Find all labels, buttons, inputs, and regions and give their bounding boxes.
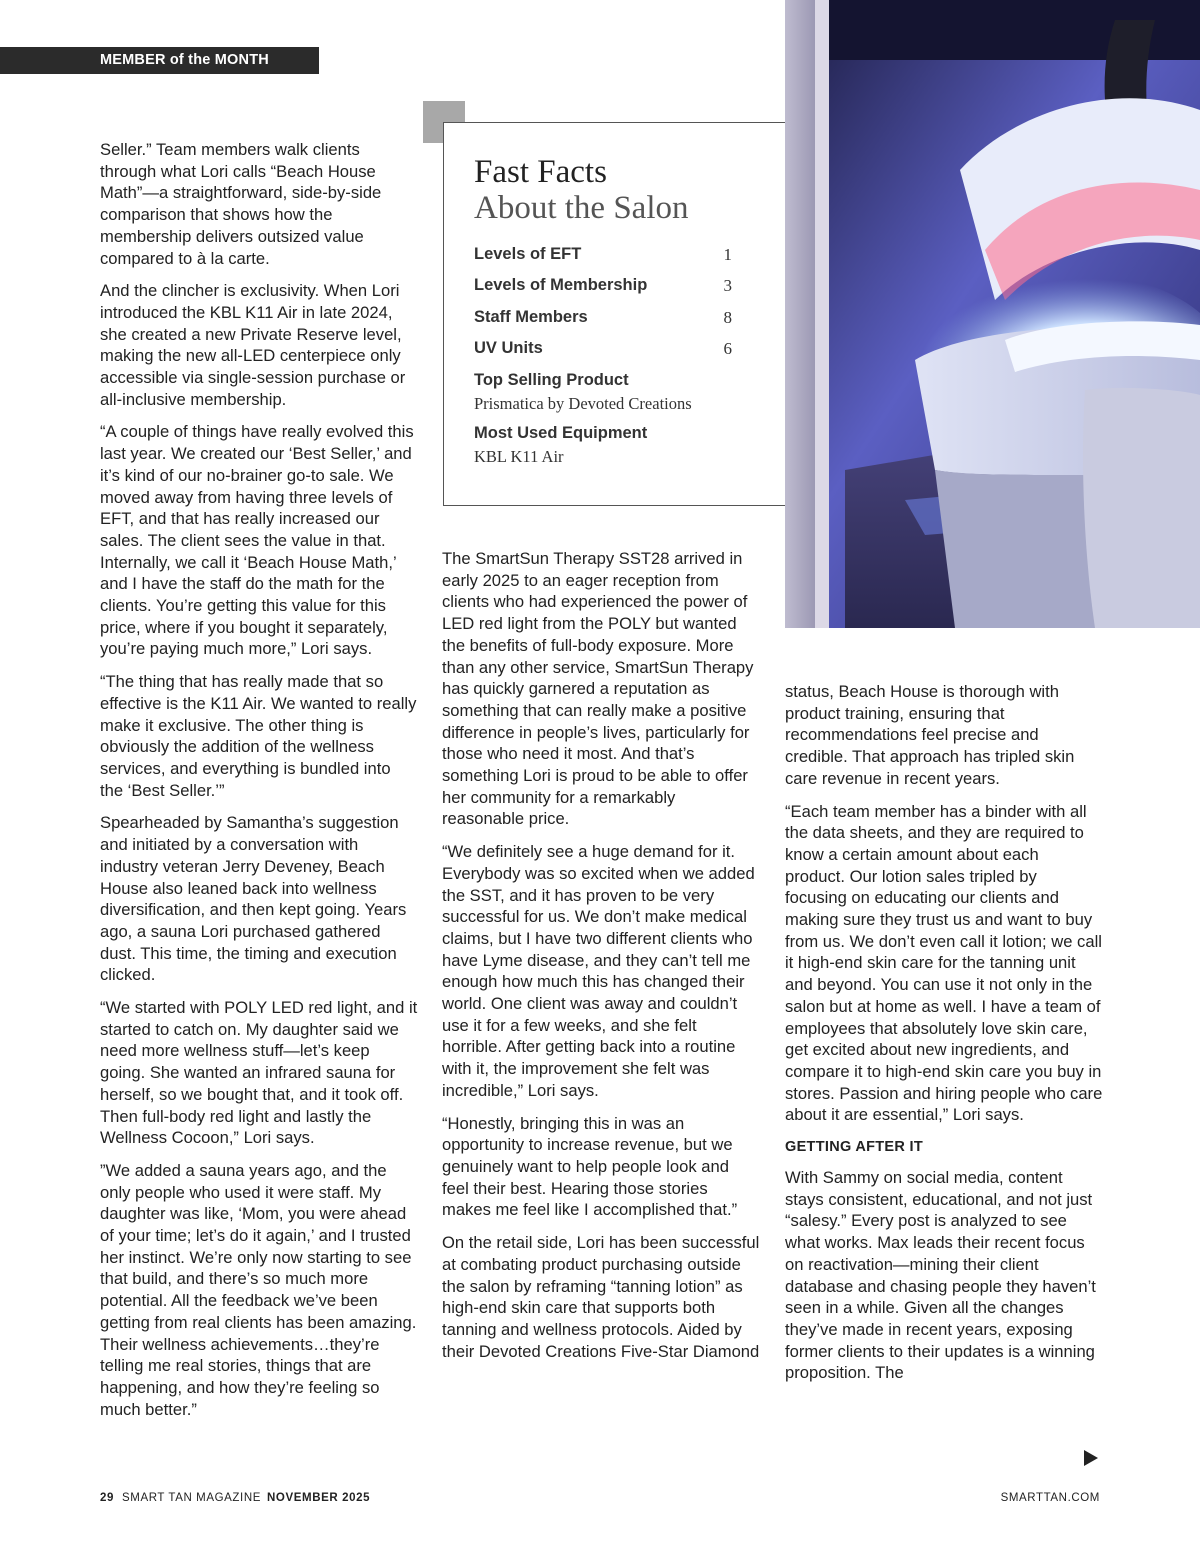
top-product-label: Top Selling Product (474, 371, 629, 389)
issue-date: NOVEMBER 2025 (267, 1492, 371, 1504)
fact-label: Levels of EFT (474, 245, 582, 263)
fact-label: Levels of Membership (474, 276, 648, 294)
paragraph: “Honestly, bringing this in was an opportunity to increase revenue, but we genuinely want to help people look and feel their best. Hearing those stories makes me feel like I accomplished that.” (442, 1113, 738, 1220)
paragraph: With Sammy on social media, content stays consistent, educational, and not just “salesy.” Every post is analyzed to see what works. Max leads their recent focus on reactivation—mining their client database and chasing people they haven’t seen in a while. Given all the changes they’ve made in recent years, exposing former clients to their updates is a winning proposition. The (785, 1168, 1096, 1383)
paragraph: status, Beach House is thorough with product training, ensuring that recommendations feel precise and credible. That approach has tripled skin care revenue in recent years. (785, 682, 1075, 788)
fast-facts-subtitle: About the Salon (474, 190, 689, 226)
footer-site: SMARTTAN.COM (1000, 1492, 1100, 1504)
fact-row-staff-members (474, 308, 732, 330)
fact-row-membership-levels (474, 276, 732, 298)
paragraph: ”We added a sauna years ago, and the only people who used it were staff. My daughter was like, ‘Mom, you were ahead of your time; let’s do it again,’ and I trusted her instinct. We’re only now starting to see that build, and there’s so much more potential. All the feedback we’ve been getting from real clients has been amazing. Their wellness achievements…they’re telling me real stories, things that are happening, and how they’re feeling so much better.” (100, 1160, 417, 1419)
paragraph: And the clincher is exclusivity. When Lori introduced the KBL K11 Air in late 2024, she created a new Private Reserve level, making the new all-LED centerpiece only accessible via single-session purchase or all-inclusive membership. (100, 281, 406, 409)
tanning-bed-photo (785, 0, 1200, 628)
fast-facts-title: Fast Facts (474, 154, 607, 190)
fact-row-eft-levels (474, 245, 732, 267)
fact-value: 6 (723, 339, 732, 358)
paragraph: “We definitely see a huge demand for it. Everybody was so excited when we added the SST, and it has proven to be very successful for us. We don’t make medical claims, but I have two different clients who have Lyme disease, and they can’t tell me enough how much this has changed their world. One client was away and couldn’t use it for a few weeks, and she felt horrible. After getting back into a routine with it, the improvement she felt was incredible,” Lori says. (442, 842, 755, 1100)
magazine-name: SMART TAN MAGAZINE (122, 1492, 262, 1504)
paragraph: “Each team member has a binder with all the data sheets, and they are required to know a certain amount about each product. Our lotion sales tripled by focusing on educating our clients and making sure they trust us and want to buy from us. We don’t even call it lotion; we call it high-end skin care for the tanning unit and beyond. You can use it not only in the salon but at home as well. I have a team of employees that absolutely love skin care, get excited about new ingredients, and compare it to high-end skin care you buy in stores. Passion and hiring people who care about it are essential,” Lori says. (785, 801, 1103, 1125)
paragraph: “We started with POLY LED red light, and it started to catch on. My daughter said we need more wellness stuff—let’s keep going. She wanted an infrared sauna for herself, so we bought that, and it took off. Then full-body red light and lastly the Wellness Cocoon,” Lori says. (100, 998, 418, 1148)
paragraph: Seller.” Team members walk clients through what Lori calls “Beach House Math”—a straightforward, side-by-side comparison that shows how the membership delivers outsized value compared to à la carte. (100, 140, 382, 268)
article-column-3 (785, 681, 1103, 1395)
footer-left (100, 1492, 370, 1504)
section-label: MEMBER of the MONTH (0, 47, 319, 74)
paragraph: “A couple of things have really evolved this last year. We created our ‘Best Seller,’ and it’s kind of our no-brainer go-to sale. We moved away from having three levels of EFT, and that has really increased our sales. The client sees the value in that. Internally, we call it ‘Beach House Math,’ and I have the staff do the math for the clients. You’re getting this value for this price, where if you bought it separately, you’re paying much more,” Lori says. (100, 422, 414, 659)
fact-row-uv-units (474, 339, 732, 361)
fact-value: 3 (723, 276, 732, 295)
paragraph: The SmartSun Therapy SST28 arrived in early 2025 to an eager reception from clients who had experienced the power of LED red light from the POLY but wanted the benefits of full-body exposure. More than any other service, SmartSun Therapy has quickly garnered a reputation as something that can really make a positive difference in people’s lives, particularly for those who need it most. And that’s something Lori is proud to be able to offer her community for a remarkably reasonable price. (442, 549, 754, 829)
top-product-value: Prismatica by Devoted Creations (474, 394, 692, 413)
article-column-1 (100, 139, 418, 1431)
fact-value: 1 (723, 245, 732, 264)
equipment-value: KBL K11 Air (474, 447, 564, 466)
paragraph: “The thing that has really made that so effective is the K11 Air. We wanted to really make it exclusive. The other thing is obviously the addition of the wellness services, and everything is bundled into the ‘Best Seller.’” (100, 672, 417, 800)
fact-label: Staff Members (474, 308, 588, 326)
fact-label: UV Units (474, 339, 543, 357)
fact-value: 8 (723, 308, 732, 327)
article-column-2 (442, 548, 760, 1373)
paragraph: On the retail side, Lori has been successful at combating product purchasing outside the salon by reframing “tanning lotion” as high-end skin care that supports both tanning and wellness protocols. Aided by their Devoted Creations Five-Star Diamond (442, 1233, 760, 1361)
page-number: 29 (100, 1492, 114, 1504)
paragraph: Spearheaded by Samantha’s suggestion and initiated by a conversation with industry veteran Jerry Deveney, Beach House also leaned back into wellness diversification, and then kept going. Years ago, a sauna Lori purchased gathered dust. This time, the timing and execution clicked. (100, 813, 407, 985)
equipment-label: Most Used Equipment (474, 424, 648, 442)
next-page-arrow-icon (1084, 1450, 1098, 1466)
section-heading: GETTING AFTER IT (785, 1139, 923, 1156)
